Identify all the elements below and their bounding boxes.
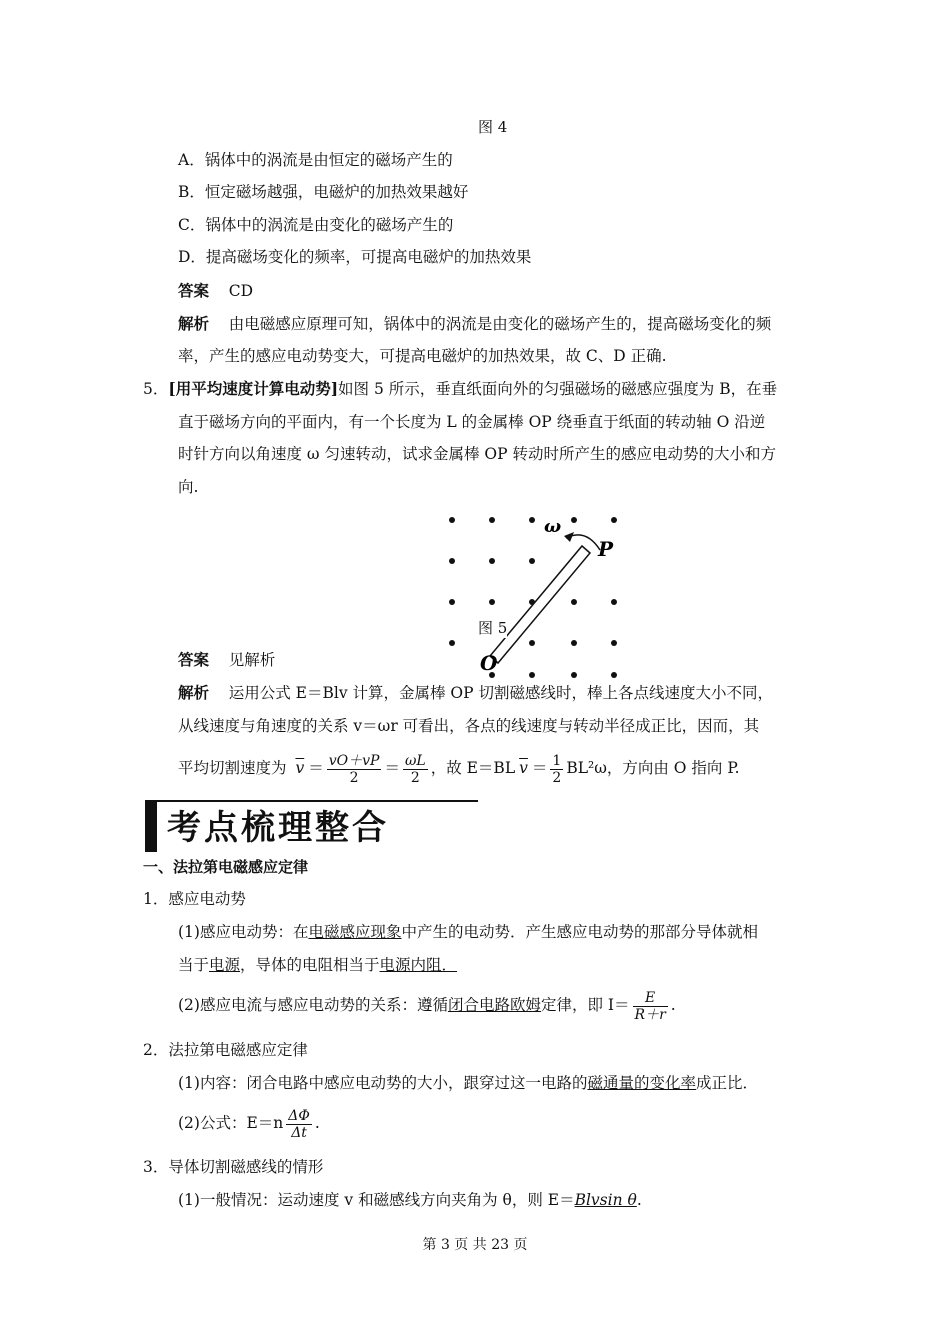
section-heading: 一、法拉第电磁感应定律 — [143, 858, 309, 876]
answer-label: 答案 — [178, 281, 210, 300]
analysis-text: ，故 E＝BL — [430, 759, 516, 777]
fraction-denominator: 2 — [349, 769, 359, 786]
q5-line1 — [143, 379, 777, 399]
option-a: A．锅体中的涡流是由恒定的磁场产生的 — [178, 151, 453, 169]
item2-p1 — [178, 1073, 758, 1093]
analysis-label: 解析 — [178, 683, 210, 702]
q5-line4: 向. — [178, 478, 199, 496]
analysis-text: 平均切割速度为 — [178, 759, 287, 777]
text: 中产生的电动势．产生感应电动势的那部分导体就相 — [401, 923, 758, 941]
fraction-velocity-sum — [327, 753, 382, 786]
fraction-denominator: 2 — [552, 769, 562, 786]
question-tag: [用平均速度计算电动势] — [168, 379, 339, 398]
text: ，导体的电阻相当于 — [240, 956, 380, 974]
underlined-term: 磁通量的变化率 — [587, 1074, 696, 1092]
answer-value: CD — [228, 282, 254, 300]
arrow-head — [564, 532, 574, 542]
analysis-label: 解析 — [178, 314, 210, 333]
fraction-denominator: Δt — [291, 1124, 307, 1141]
point-o-label: O — [480, 651, 498, 675]
average-velocity: $\overline{v}$ — [519, 759, 528, 777]
text: (1)一般情况：运动速度 v 和磁感线方向夹角为 θ，则 E＝ — [178, 1191, 575, 1209]
section-title: 考点梳理整合 — [167, 808, 389, 848]
item1-p1-line2 — [178, 955, 457, 975]
item3-p1 — [178, 1190, 642, 1210]
item3-title: 3．导体切割磁感线的情形 — [143, 1158, 324, 1176]
underlined-term: Blvsin θ — [574, 1191, 637, 1209]
fraction-ohm — [633, 990, 668, 1023]
option-c: C．锅体中的涡流是由变化的磁场产生的 — [178, 216, 454, 234]
question-number: 5． — [143, 380, 169, 398]
text: (1)内容：闭合电路中感应电动势的大小，跟穿过这一电路的 — [178, 1074, 588, 1092]
text: 成正比． — [695, 1074, 758, 1092]
fraction-numerator: 1 — [552, 752, 562, 769]
fraction-numerator: vO＋vP — [328, 752, 380, 769]
item1-title: 1．感应电动势 — [143, 890, 246, 908]
text: . — [314, 1114, 320, 1132]
analysis-text: 运用公式 E＝Blv 计算，金属棒 OP 切割磁感线时，棒上各点线速度大小不同， — [228, 684, 774, 702]
fraction-half — [550, 753, 563, 786]
q5-answer — [178, 650, 275, 670]
item2-p2 — [178, 1103, 320, 1143]
question-text: 如图 5 所示，垂直纸面向外的匀强磁场的磁感应强度为 B，在垂 — [338, 380, 778, 398]
fraction-numerator: ΔΦ — [288, 1107, 310, 1124]
item1-p2 — [178, 985, 676, 1025]
q5-analysis-line3: 平均切割速度为 $\overline{v}$ ＝ $\frac{vO+vP}{2}$ ＝ $\frac{\omega L}{2}$ ，故 E＝BL $\overline{v}$ ＝ $\frac{1}{2}$ BL²ω，方向由 O 指向 P. — [178, 752, 740, 786]
option-d: D．提高磁场变化的频率，可提高电磁炉的加热效果 — [178, 248, 532, 266]
q5-line3: 时针方向以角速度 ω 匀速转动，试求金属棒 OP 转动时所产生的感应电动势的大小和方 — [178, 445, 776, 463]
underlined-term: 电源内阻． — [379, 956, 458, 974]
fraction-denominator: 2 — [410, 769, 420, 786]
answer-value: 见解析 — [228, 651, 276, 669]
figure-5-diagram — [440, 510, 630, 680]
fraction-numerator: ωL — [404, 752, 426, 769]
q4-analysis-line1 — [178, 314, 771, 334]
text: (2)公式：E＝n — [178, 1114, 284, 1132]
analysis-text: 由电磁感应原理可知，锅体中的涡流是由变化的磁场产生的，提高磁场变化的频 — [228, 315, 772, 333]
underlined-term: 闭合电路欧姆 — [447, 996, 541, 1014]
banner-bar — [145, 800, 157, 852]
underlined-term: 电磁感应现象 — [308, 923, 402, 941]
page-footer: 第 3 页 共 23 页 — [422, 1237, 528, 1253]
fraction-omega-l — [403, 753, 428, 786]
fraction-flux — [286, 1108, 312, 1141]
q5-line2: 直于磁场方向的平面内，有一个长度为 L 的金属棒 OP 绕垂直于纸面的转动轴 O 沿逆 — [178, 413, 766, 431]
item1-p1-line1 — [178, 922, 758, 942]
text: (1)感应电动势：在 — [178, 923, 309, 941]
banner-rule — [157, 800, 478, 802]
omega-label: ω — [544, 516, 562, 537]
text: 当于 — [178, 956, 210, 974]
option-b: B．恒定磁场越强，电磁炉的加热效果越好 — [178, 183, 469, 201]
section-banner — [145, 800, 478, 852]
point-p-label: P — [598, 537, 614, 561]
average-velocity: $\overline{v}$ — [295, 759, 305, 777]
text: (2)感应电流与感应电动势的关系：遵循 — [178, 996, 448, 1014]
figure-4-caption: 图 4 — [478, 118, 508, 136]
q5-analysis-line2: 从线速度与角速度的关系 v＝ωr 可看出，各点的线速度与转动半径成正比，因而，其 — [178, 717, 760, 735]
q4-answer — [178, 281, 253, 301]
answer-label: 答案 — [178, 650, 210, 669]
q5-analysis-line1 — [178, 683, 773, 703]
text: . — [670, 996, 676, 1014]
analysis-text: BL²ω，方向由 O 指向 P. — [566, 759, 740, 777]
text: . — [636, 1191, 642, 1209]
q4-analysis-line2: 率，产生的感应电动势变大，可提高电磁炉的加热效果，故 C、D 正确. — [178, 347, 667, 365]
fraction-denominator: R＋r — [634, 1006, 666, 1023]
text: 定律，即 I＝ — [540, 996, 630, 1014]
figure-5-caption: 图 5 — [478, 619, 508, 637]
fraction-numerator: E — [633, 990, 668, 1007]
item2-title: 2．法拉第电磁感应定律 — [143, 1041, 308, 1059]
underlined-term: 电源 — [209, 956, 241, 974]
